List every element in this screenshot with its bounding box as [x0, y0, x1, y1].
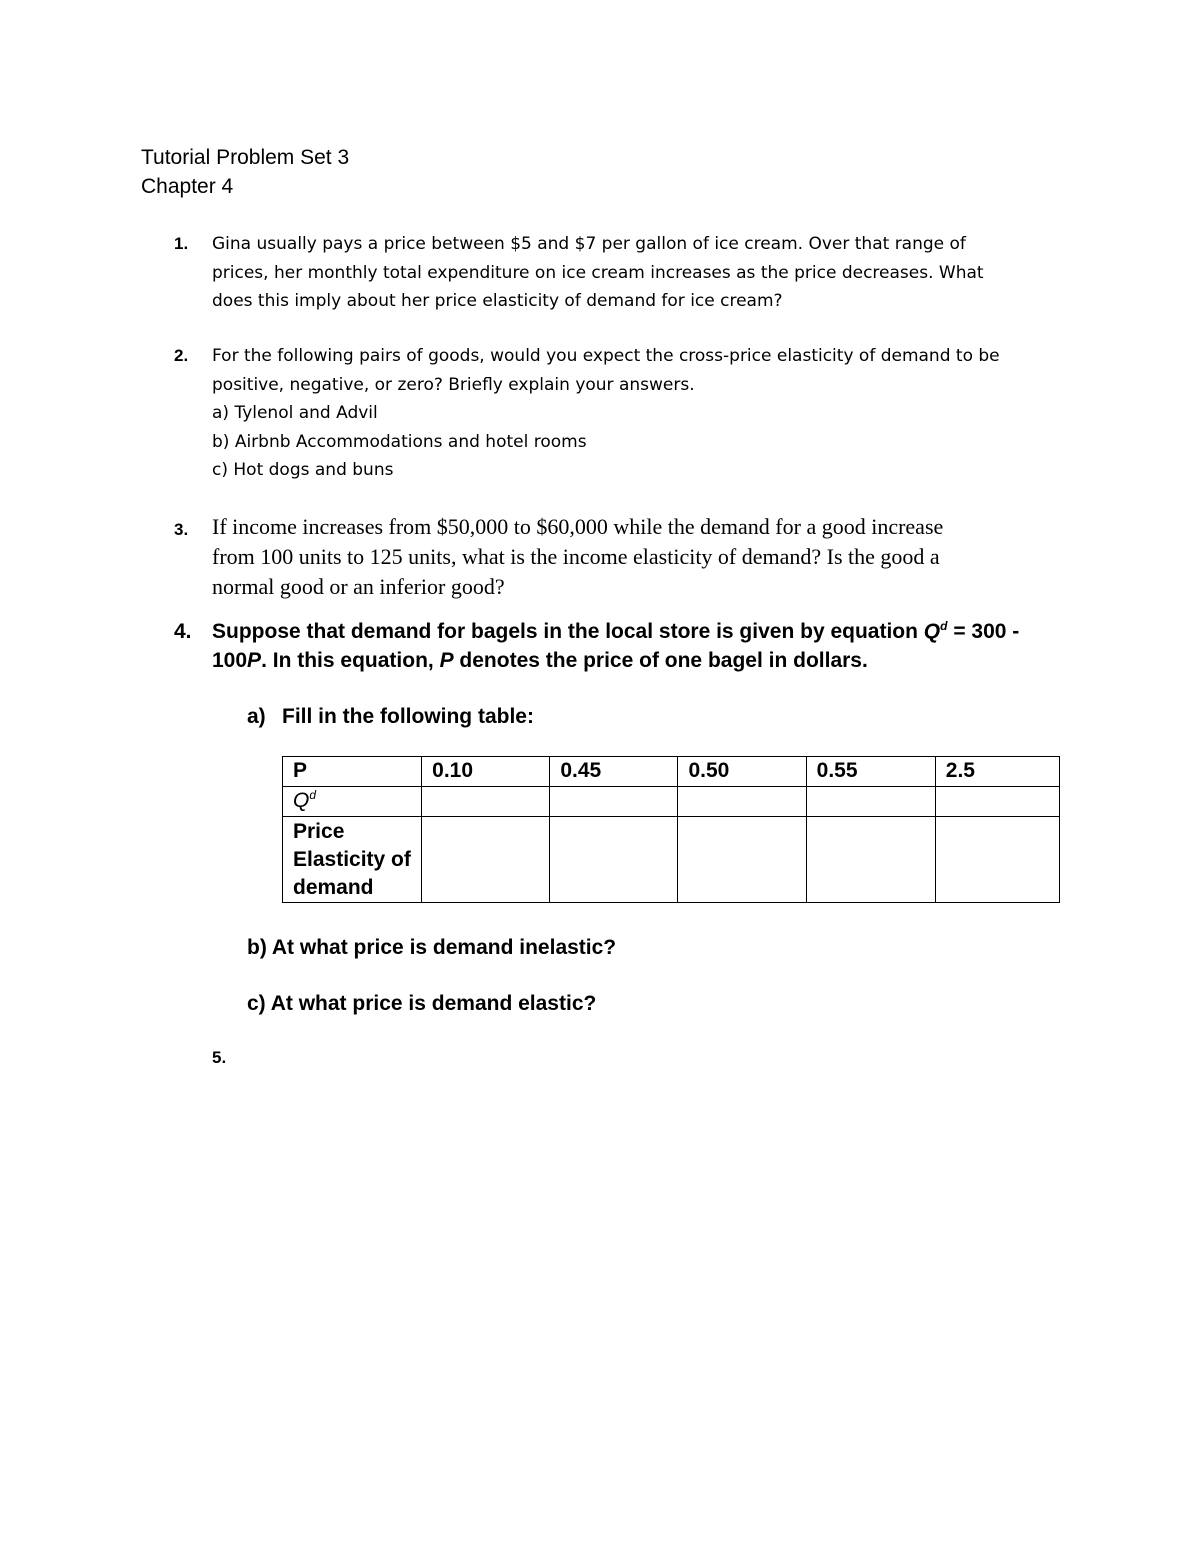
question-text-line: Gina usually pays a price between $5 and $7 per gallon of ice cream. Over that range of — [212, 234, 966, 254]
question-text-line: 100P. In this equation, P denotes the price of one bagel in dollars. — [212, 649, 868, 672]
answer-cell[interactable] — [550, 817, 678, 903]
answer-cell[interactable] — [422, 787, 550, 817]
table-row-elasticity — [283, 817, 1060, 903]
part-text: Fill in the following table: — [282, 705, 534, 728]
answer-cell[interactable] — [678, 817, 806, 903]
demand-table — [282, 756, 1060, 903]
question-text-line: Suppose that demand for bagels in the local store is given by equation $Q^d = 300$ - — [212, 619, 1020, 643]
question-2 — [174, 342, 1072, 485]
answer-cell[interactable] — [678, 787, 806, 817]
question-4 — [174, 617, 1072, 675]
answer-cell[interactable] — [550, 787, 678, 817]
table-row-price — [283, 757, 1060, 787]
page-header — [141, 143, 349, 201]
question-5-number: 5. — [212, 1048, 227, 1067]
table-header-cell: P — [283, 757, 422, 787]
table-row-quantity — [283, 787, 1060, 817]
price-cell: 2.5 — [935, 757, 1059, 787]
chapter-label: Chapter 4 — [141, 175, 234, 198]
price-cell: 0.50 — [678, 757, 806, 787]
price-cell: 0.45 — [550, 757, 678, 787]
price-cell: 0.55 — [806, 757, 935, 787]
answer-cell[interactable] — [422, 817, 550, 903]
question-text-line: positive, negative, or zero? Briefly explain your answers. — [212, 374, 695, 395]
question-3 — [174, 512, 1072, 602]
question-number: 2. — [174, 346, 189, 365]
question-text-line: For the following pairs of goods, would you expect the cross-price elasticity of demand to be — [212, 346, 1000, 366]
question-text-line: from 100 units to 125 units, what is the income elasticity of demand? Is the good a — [212, 544, 940, 569]
part-a-prompt — [247, 702, 534, 731]
quantity-symbol: Q — [923, 620, 941, 643]
answer-cell[interactable] — [806, 787, 935, 817]
question-number: 3. — [174, 520, 189, 539]
part-c-prompt: c) At what price is demand elastic? — [247, 992, 597, 1015]
part-label: a) — [247, 705, 266, 728]
question-text-line: normal good or an inferior good? — [212, 574, 505, 599]
question-1 — [174, 230, 1072, 316]
table-header-cell: Price Elasticity of demand — [283, 817, 422, 903]
question-text-line: prices, her monthly total expenditure on ice cream increases as the price decreases. What — [212, 262, 984, 283]
sub-item: c) Hot dogs and buns — [212, 460, 394, 480]
sub-item: a) Tylenol and Advil — [212, 403, 378, 423]
answer-cell[interactable] — [806, 817, 935, 903]
price-cell: 0.10 — [422, 757, 550, 787]
question-number: 4. — [174, 620, 192, 643]
part-b-prompt: b) At what price is demand inelastic? — [247, 936, 617, 959]
question-text-line: does this imply about her price elasticity of demand for ice cream? — [212, 291, 783, 311]
table-header-cell: $Q^d$ — [283, 787, 422, 817]
question-text-line: If income increases from $50,000 to $60,000 while the demand for a good increase — [212, 514, 944, 539]
answer-cell[interactable] — [935, 787, 1059, 817]
question-number: 1. — [174, 234, 189, 253]
answer-cell[interactable] — [935, 817, 1059, 903]
sub-item: b) Airbnb Accommodations and hotel rooms — [212, 431, 587, 452]
page-title: Tutorial Problem Set 3 — [141, 146, 350, 169]
